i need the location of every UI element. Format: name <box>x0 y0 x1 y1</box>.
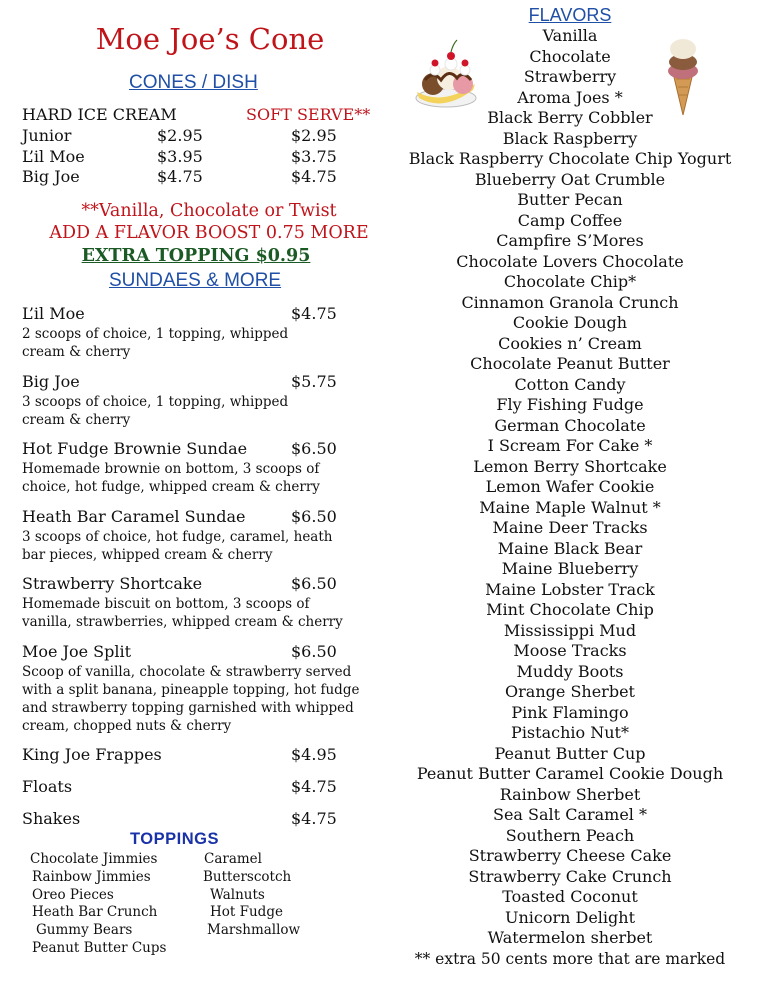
flavor-item: Black Raspberry <box>502 128 638 148</box>
sundae-item-description: Homemade brownie on bottom, 3 scoops of choice, hot fudge, whipped cream & cherry <box>22 461 320 495</box>
flavor-item: Chocolate Lovers Chocolate <box>456 251 684 271</box>
flavor-item: Orange Sherbet <box>505 682 635 701</box>
sundae-item-description: 3 scoops of choice, hot fudge, caramel, heath bar pieces, whipped cream & cherry <box>22 529 333 563</box>
topping-item: Marshmallow <box>207 922 301 938</box>
sundae-item-price: $4.75 <box>291 777 337 796</box>
flavor-item: Butter Pecan <box>517 190 623 209</box>
cone-soft-price: $3.75 <box>291 147 337 166</box>
flavor-item: Southern Peach <box>505 825 635 845</box>
toppings-heading: TOPPINGS <box>130 830 219 848</box>
flavor-item: Vanilla <box>542 26 598 45</box>
topping-item: Oreo Pieces <box>32 887 114 903</box>
hard-ice-cream-label: HARD ICE CREAM <box>22 105 177 124</box>
sundae-item-description: 2 scoops of choice, 1 topping, whipped cream & cherry <box>22 326 289 360</box>
flavor-item: Peanut Butter Caramel Cookie Dough <box>416 764 724 783</box>
flavor-item: Maine Maple Walnut * <box>479 497 661 517</box>
flavor-item: Unicorn Delight <box>504 907 636 927</box>
soft-serve-note: **Vanilla, Chocolate or Twist <box>81 201 337 221</box>
topping-item: Heath Bar Crunch <box>32 904 158 920</box>
sundae-item-price: $6.50 <box>291 507 337 526</box>
flavor-item: Maine Blueberry <box>501 559 639 578</box>
flavor-item: Strawberry Cheese Cake <box>468 846 672 865</box>
cone-size-name: Big Joe <box>22 167 80 186</box>
flavor-item: Camp Coffee <box>517 210 623 230</box>
sundae-item-name: Heath Bar Caramel Sundae <box>22 507 246 526</box>
cone-soft-price: $4.75 <box>291 167 337 186</box>
flavor-item: Moose Tracks <box>513 641 627 660</box>
flavor-item: Watermelon sherbet <box>487 928 653 947</box>
flavor-item: German Chocolate <box>494 415 646 435</box>
cone-soft-price: $2.95 <box>291 126 337 145</box>
flavor-item: I Scream For Cake * <box>487 436 653 455</box>
flavor-footnote: ** extra 50 cents more that are marked <box>414 949 726 968</box>
sundae-item-price: $6.50 <box>291 574 337 593</box>
cone-hard-price: $3.95 <box>157 147 203 166</box>
soft-serve-label: SOFT SERVE** <box>246 105 371 124</box>
sundaes-section-title: SUNDAES & MORE <box>109 270 282 291</box>
cone-hard-price: $2.95 <box>157 126 203 145</box>
flavor-item: Lemon Berry Shortcake <box>473 456 667 476</box>
sundae-item-price: $6.50 <box>291 642 337 661</box>
sundae-item-description: Homemade biscuit on bottom, 3 scoops of vanilla, strawberries, whipped cream & cherry <box>22 596 343 630</box>
flavor-item: Maine Deer Tracks <box>492 518 648 537</box>
sundae-item-name: L’il Moe <box>22 304 85 323</box>
menu-title: Moe Joe’s Cone <box>95 22 325 56</box>
sundae-item-price: $4.75 <box>291 304 337 323</box>
topping-item: Rainbow Jimmies <box>32 869 151 885</box>
sundae-item-name: Floats <box>22 777 73 796</box>
flavor-item: Pink Flamingo <box>511 702 629 722</box>
flavor-item: Toasted Coconut <box>502 887 638 906</box>
flavor-item: Strawberry Cake Crunch <box>468 866 672 886</box>
cone-hard-price: $4.75 <box>157 167 203 186</box>
topping-item: Gummy Bears <box>36 922 133 938</box>
flavor-item: Black Raspberry Chocolate Chip Yogurt <box>408 149 732 168</box>
cone-size-name: Junior <box>22 126 72 145</box>
flavor-item: Cookies n’ Cream <box>498 333 642 353</box>
topping-item: Peanut Butter Cups <box>32 940 167 956</box>
flavor-item: Cinnamon Granola Crunch <box>461 292 679 312</box>
topping-item: Hot Fudge <box>210 904 283 920</box>
flavor-item: Blueberry Oat Crumble <box>474 169 666 189</box>
flavor-item: Mint Chocolate Chip <box>486 600 654 619</box>
sundae-item-name: Hot Fudge Brownie Sundae <box>22 439 248 458</box>
sundae-item-price: $5.75 <box>291 372 337 391</box>
flavor-item: Rainbow Sherbet <box>499 784 641 804</box>
topping-item: Walnuts <box>210 887 265 903</box>
flavor-item: Campfire S’Mores <box>496 231 644 250</box>
flavor-item: Aroma Joes * <box>517 87 623 107</box>
flavor-item: Peanut Butter Cup <box>494 743 646 763</box>
topping-item: Butterscotch <box>203 869 292 885</box>
flavor-item: Mississippi Mud <box>503 620 637 640</box>
flavor-list <box>400 26 740 969</box>
sundae-item-description: 3 scoops of choice, 1 topping, whipped cream & cherry <box>22 394 289 428</box>
sundae-item-price: $6.50 <box>291 439 337 458</box>
sundae-item-name: Moe Joe Split <box>22 642 132 661</box>
flavors-heading: FLAVORS <box>528 5 612 25</box>
flavor-item: Strawberry <box>523 67 617 86</box>
flavor-item: Lemon Wafer Cookie <box>485 477 655 496</box>
sundae-item-name: Strawberry Shortcake <box>22 574 203 593</box>
sundae-item-name: Big Joe <box>22 372 80 391</box>
flavor-boost-note: ADD A FLAVOR BOOST 0.75 MORE <box>49 223 369 243</box>
flavor-item: Maine Lobster Track <box>485 579 655 599</box>
sundae-item-description: Scoop of vanilla, chocolate & strawberry served with a split banana, pineapple topping, hot fudge and strawberry topping garnished with whipped cream, chopped nuts & cherry <box>22 664 360 734</box>
flavor-item: Pistachio Nut* <box>511 723 629 742</box>
topping-item: Chocolate Jimmies <box>30 851 158 867</box>
flavor-item: Chocolate Peanut Butter <box>470 354 670 373</box>
flavor-item: Cotton Candy <box>514 374 626 394</box>
flavor-item: Cookie Dough <box>512 313 628 332</box>
sundae-item-price: $4.95 <box>291 745 337 764</box>
flavor-item: Sea Salt Caramel * <box>493 805 647 824</box>
flavor-item: Fly Fishing Fudge <box>496 395 644 414</box>
flavor-item: Muddy Boots <box>516 661 624 681</box>
topping-item: Caramel <box>204 851 262 867</box>
extra-topping-price: EXTRA TOPPING $0.95 <box>81 246 311 266</box>
flavor-item: Chocolate <box>529 46 611 66</box>
cone-size-name: L’il Moe <box>22 147 85 166</box>
sundae-item-name: Shakes <box>22 809 81 828</box>
flavor-item: Chocolate Chip* <box>503 272 637 291</box>
cones-section-title: CONES / DISH <box>129 72 258 93</box>
flavor-item: Maine Black Bear <box>497 538 643 558</box>
flavor-item: Black Berry Cobbler <box>487 108 653 127</box>
sundae-item-name: King Joe Frappes <box>22 745 162 764</box>
sundae-item-price: $4.75 <box>291 809 337 828</box>
